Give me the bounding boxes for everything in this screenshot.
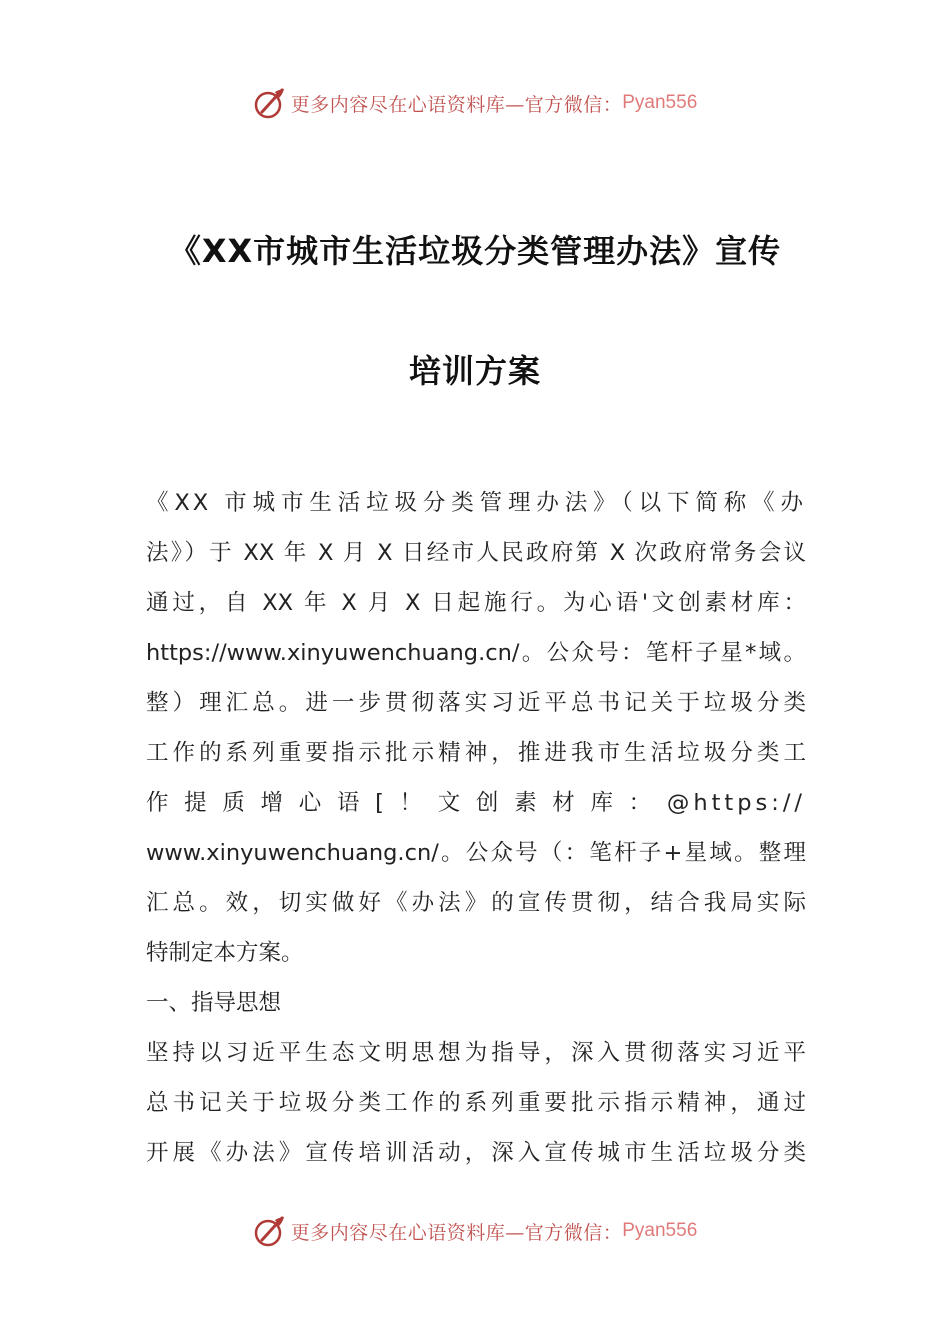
wechat-id: Pyan556 — [622, 1220, 698, 1241]
body-line: www.xinyuwenchuang.cn/。公众号（：笔杆子+星域。整理 — [146, 840, 806, 866]
body-line: 坚持以习近平生态文明思想为指导，深入贯彻落实习近平 — [146, 1040, 806, 1066]
body-line: 通过，自 XX 年 X 月 X 日起施行。为心语'文创素材库： — [146, 590, 806, 616]
document-title-line-1: 《XX市城市生活垃圾分类管理办法》宣传 — [168, 232, 782, 270]
quill-pen-logo-icon — [253, 86, 287, 120]
promo-text: 更多内容尽在心语资料库—官方微信： — [290, 93, 623, 116]
document-title-line-2: 培训方案 — [408, 352, 541, 390]
body-line: 开展《办法》宣传培训活动，深入宣传城市生活垃圾分类 — [146, 1140, 806, 1166]
header-banner — [0, 83, 950, 123]
body-line: 工作的系列重要指示批示精神，推进我市生活垃圾分类工 — [146, 740, 806, 766]
footer-banner — [0, 1211, 950, 1251]
body-line: 总书记关于垃圾分类工作的系列重要批示指示精神，通过 — [146, 1090, 806, 1116]
body-line: 整）理汇总。进一步贯彻落实习近平总书记关于垃圾分类 — [146, 690, 806, 716]
body-line: 作提质增心语[！文创素材库：@https:// — [146, 790, 806, 816]
body-line: 法》）于 XX 年 X 月 X 日经市人民政府第 X 次政府常务会议 — [146, 540, 806, 566]
document-body — [146, 478, 806, 1178]
promo-text: 更多内容尽在心语资料库—官方微信： — [290, 1221, 623, 1244]
section-heading: 一、指导思想 — [146, 990, 282, 1016]
body-line: https://www.xinyuwenchuang.cn/。公众号：笔杆子星*域。 — [146, 640, 806, 666]
wechat-id: Pyan556 — [622, 92, 698, 113]
body-line: 特制定本方案。 — [146, 940, 304, 966]
body-line: 《XX 市城市生活垃圾分类管理办法》（以下简称《办 — [146, 490, 806, 516]
body-line: 汇总。效，切实做好《办法》的宣传贯彻，结合我局实际 — [146, 890, 806, 916]
quill-pen-logo-icon — [253, 1214, 287, 1248]
